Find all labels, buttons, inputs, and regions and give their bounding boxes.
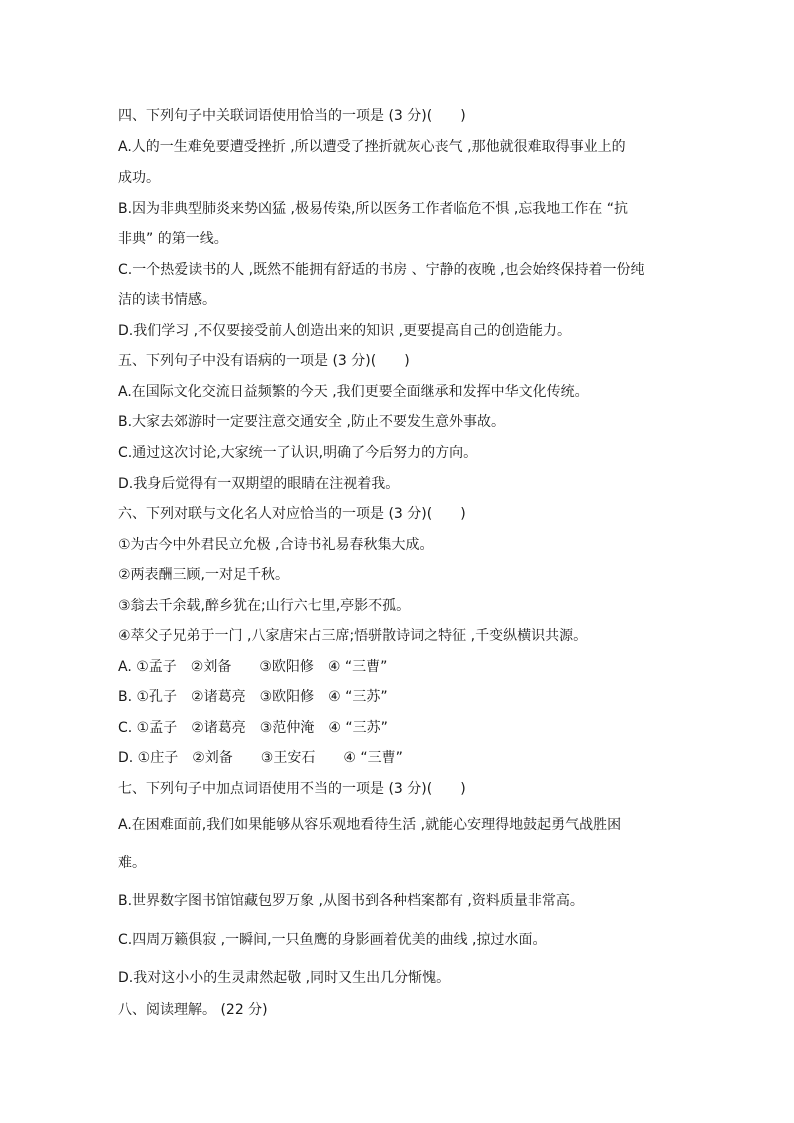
question-7-option-c: C.四周万籁俱寂 ,一瞬间,一只鱼鹰的身影画着优美的曲线 ,掠过水面。 bbox=[118, 932, 547, 948]
question-4-title: 四、下列句子中关联词语使用恰当的一项是 (3 分)( ) bbox=[118, 108, 466, 124]
question-6-option-a: A. ①孟子 ②刘备 ③欧阳修 ④ “三曹” bbox=[118, 659, 388, 675]
question-4-option-c: C.一个热爱读书的人 ,既然不能拥有舒适的书房 、宁静的夜晚 ,也会始终保持着一份纯 bbox=[118, 262, 645, 278]
question-6-option-c: C. ①孟子 ②诸葛亮 ③范仲淹 ④ “三苏” bbox=[118, 720, 388, 736]
question-5-title: 五、下列句子中没有语病的一项是 (3 分)( ) bbox=[118, 353, 410, 369]
question-5-option-c: C.通过这次讨论,大家统一了认识,明确了今后努力的方向。 bbox=[118, 445, 478, 461]
question-4-option-b-cont: 非典” 的第一线。 bbox=[118, 231, 228, 247]
question-7-option-d: D.我对这小小的生灵肃然起敬 ,同时又生出几分惭愧。 bbox=[118, 970, 451, 986]
question-4-option-a-cont: 成功。 bbox=[118, 170, 160, 186]
question-6-title: 六、下列对联与文化名人对应恰当的一项是 (3 分)( ) bbox=[118, 506, 466, 522]
question-6-couplet-1: ①为古今中外君民立允极 ,合诗书礼易春秋集大成。 bbox=[118, 537, 434, 553]
question-6-couplet-4: ④萃父子兄弟于一门 ,八家唐宋占三席;悟骈散诗词之特征 ,千变纵横识共源。 bbox=[118, 628, 588, 644]
question-8-title: 八、阅读理解。 (22 分) bbox=[118, 1002, 268, 1018]
question-4-option-a: A.人的一生难免要遭受挫折 ,所以遭受了挫折就灰心丧气 ,那他就很难取得事业上的 bbox=[118, 139, 626, 155]
question-5-option-a: A.在国际文化交流日益频繁的今天 ,我们更要全面继承和发挥中华文化传统。 bbox=[118, 384, 589, 400]
question-6-couplet-3: ③翁去千余载,醉乡犹在;山行六七里,亭影不孤。 bbox=[118, 598, 411, 614]
question-7-title: 七、下列句子中加点词语使用不当的一项是 (3 分)( ) bbox=[118, 781, 466, 797]
question-6-option-d: D. ①庄子 ②刘备 ③王安石 ④ “三曹” bbox=[118, 750, 403, 766]
question-6-couplet-2: ②两表酬三顾,一对足千秋。 bbox=[118, 567, 290, 583]
question-6-option-b: B. ①孔子 ②诸葛亮 ③欧阳修 ④ “三苏” bbox=[118, 689, 388, 705]
question-4-option-c-cont: 洁的读书情感。 bbox=[118, 292, 216, 308]
question-4-option-b: B.因为非典型肺炎来势凶猛 ,极易传染,所以医务工作者临危不惧 ,忘我地工作在 “抗 bbox=[118, 201, 629, 217]
question-4-option-d: D.我们学习 ,不仅要接受前人创造出来的知识 ,更要提高自己的创造能力。 bbox=[118, 323, 572, 339]
question-5-option-b: B.大家去郊游时一定要注意交通安全 ,防止不要发生意外事故。 bbox=[118, 414, 505, 430]
question-7-option-a-cont: 难。 bbox=[118, 855, 146, 871]
question-7-option-b: B.世界数字图书馆馆藏包罗万象 ,从图书到各种档案都有 ,资料质量非常高。 bbox=[118, 893, 584, 909]
question-7-option-a: A.在困难面前,我们如果能够从容乐观地看待生活 ,就能心安理得地鼓起勇气战胜困 bbox=[118, 817, 622, 833]
question-5-option-d: D.我身后觉得有一双期望的眼睛在注视着我。 bbox=[118, 476, 400, 492]
